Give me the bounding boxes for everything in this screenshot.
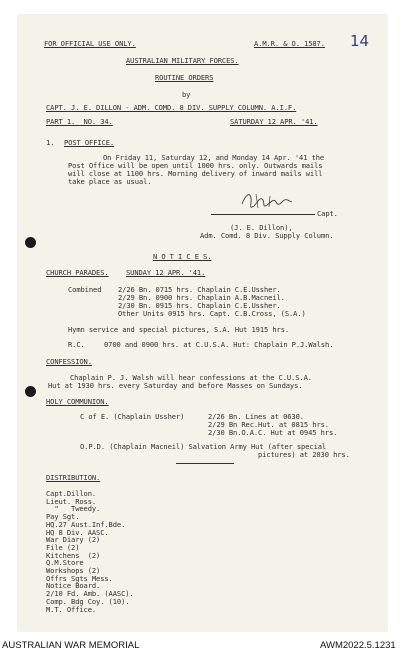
church-of-england-label: C of E. (Chaplain Ussher) <box>80 412 185 421</box>
order-date: SATURDAY 12 APR. '41. <box>230 117 318 126</box>
punch-hole-bottom <box>25 386 36 397</box>
signature-rank: Capt. <box>317 209 338 218</box>
document-type: ROUTINE ORDERS <box>155 73 214 82</box>
communion-line-3: 2/30 Bn.O.A.C. Hut at 0945 hrs. <box>208 428 338 437</box>
signatory-appointment: Adm. Comd. 8 Div. Supply Column. <box>200 231 334 240</box>
combined-label: Combined <box>68 285 102 294</box>
notices-title: N O T I C E S. <box>153 252 212 261</box>
distribution-item: HQ 8 Div. AASC. <box>46 527 109 537</box>
combined-line-1: 2/26 Bn. 0715 hrs. Chaplain C.E.Ussher. <box>118 285 281 294</box>
opd-line-1: O.P.D. (Chaplain Macneil) Salvation Army Hut (after special <box>80 442 327 451</box>
section-number: 1. <box>46 138 55 147</box>
distribution-item: War Diary (2) <box>46 535 101 545</box>
distribution-item: 2/10 Fd. Amb. (AASC). <box>46 589 134 599</box>
distribution-item: Notice Board. <box>46 581 101 591</box>
archive-name: AUSTRALIAN WAR MEMORIAL <box>2 640 140 651</box>
distribution-list <box>46 490 246 620</box>
distribution-item: Offrs Sgts Mess. <box>46 573 113 583</box>
post-office-line-3: will close at 1100 hrs. Morning delivery of inward mails will <box>68 169 323 178</box>
distribution-item: Lieut. Ross. <box>46 496 97 506</box>
combined-line-4: Other Units 0915 hrs. Capt. C.B.Cross, (S.A.) <box>118 309 306 318</box>
part-number: PART 1. NO. 34. <box>46 117 113 126</box>
signature-rule <box>211 214 315 215</box>
distribution-item: M.T. Office. <box>46 604 97 614</box>
distribution-item: Kitchens (2) <box>46 550 101 560</box>
form-reference: A.M.R. & O. 1587. <box>254 39 325 48</box>
combined-line-2: 2/29 Bn. 0900 hrs. Chaplain A.B.Macneil. <box>118 293 285 302</box>
holy-communion-title: HOLY COMMUNION. <box>46 397 109 406</box>
confession-line-1: Chaplain P. J. Walsh will hear confessions at the C.U.S.A. <box>70 373 312 382</box>
issuing-officer: CAPT. J. E. DILLON - ADM. COMD. 8 DIV. SUPPLY COLUMN. A.I.F. <box>46 103 297 112</box>
communion-line-2: 2/29 Bn Rec.Hut. at 0815 hrs. <box>208 420 329 429</box>
church-parades-title: CHURCH PARADES. <box>46 268 109 277</box>
force-title: AUSTRALIAN MILITARY FORCES. <box>126 56 239 65</box>
distribution-item: Workshops (2) <box>46 566 101 575</box>
distribution-item: Pay Sgt. <box>46 512 80 522</box>
by-label: by <box>182 90 191 99</box>
confession-line-2: Hut at 1930 hrs. every Saturday and before Masses on Sundays. <box>48 381 303 390</box>
page-number-handwritten: 14 <box>350 32 370 50</box>
section-divider <box>176 463 234 464</box>
hymn-service: Hymn service and special pictures, S.A. Hut 1915 hrs. <box>68 325 290 334</box>
signatory-name: (J. E. Dillon), <box>230 223 293 232</box>
distribution-title: DISTRIBUTION. <box>46 473 101 482</box>
distribution-item: " Tweedy. <box>46 504 101 514</box>
confession-title: CONFESSION. <box>46 357 92 366</box>
distribution-item: Q.M.Store <box>46 558 84 568</box>
distribution-item: Capt.Dillon. <box>46 489 97 498</box>
rc-label: R.C. <box>68 340 85 349</box>
distribution-item: File (2) <box>46 542 80 552</box>
official-use-label: FOR OFFICIAL USE ONLY. <box>44 39 136 48</box>
distribution-item: Comp. Bdg Coy. (10). <box>46 596 130 606</box>
archive-reference: AWM2022.5.1231 <box>320 640 396 651</box>
distribution-item: HQ.27 Aust.Inf.Bde. <box>46 519 126 529</box>
post-office-line-4: take place as usual. <box>68 177 152 186</box>
post-office-title: POST OFFICE. <box>64 138 115 147</box>
post-office-line-1: On Friday 11, Saturday 12, and Monday 14 Apr. '41 the <box>103 153 325 162</box>
combined-line-3: 2/30 Bn. 0915 hrs. Chaplain C.E.Ussher. <box>118 301 281 310</box>
punch-hole-top <box>25 237 36 248</box>
post-office-line-2: Post Office will be open until 1000 hrs. only. Outwards mails <box>68 161 323 170</box>
rc-mass-times: 0700 and 0900 hrs. at C.U.S.A. Hut: Chaplain P.J.Walsh. <box>104 340 334 349</box>
archive-footer <box>0 636 406 653</box>
opd-line-2: pictures) at 2030 hrs. <box>258 450 350 459</box>
communion-line-1: 2/26 Bn. Lines at 0630. <box>208 412 304 421</box>
church-parades-date: SUNDAY 12 APR. '41. <box>126 268 206 277</box>
handwritten-signature <box>236 188 306 214</box>
